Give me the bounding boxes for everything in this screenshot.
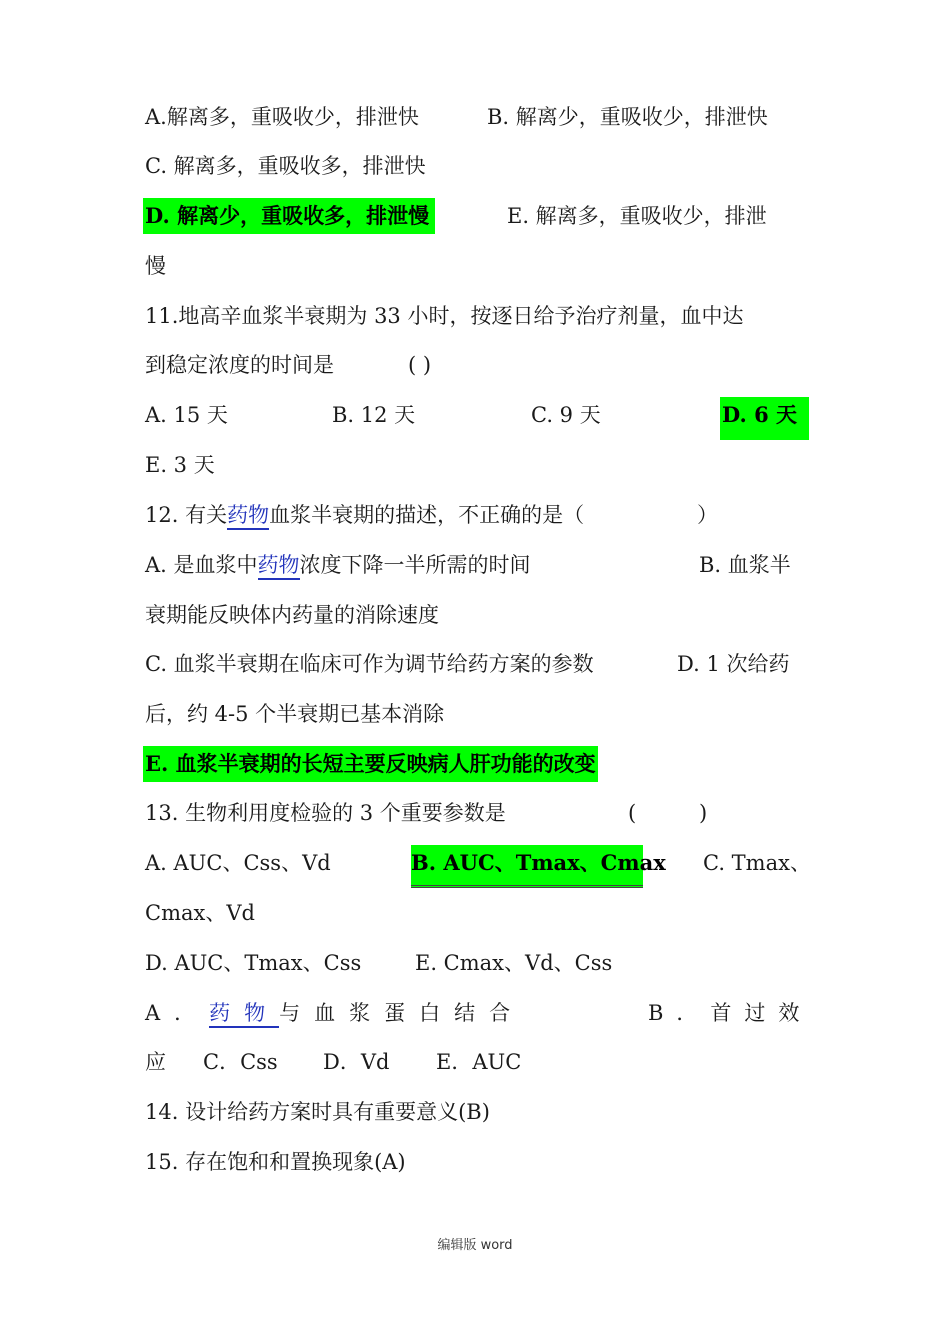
q12-option-b-cont: 衰期能反映体内药量的消除速度 [145, 603, 439, 627]
q15-stem: 15. 存在饱和和置换现象(A) [145, 1150, 406, 1174]
q12-options-line5 [145, 746, 807, 782]
group-option-e: E．AUC [436, 1050, 522, 1074]
q10-option-c: C. 解离多，重吸收多，排泄快 [145, 154, 426, 178]
q12-drug-link[interactable]: 药物 [227, 503, 269, 530]
q12-drug-link-2[interactable]: 药物 [258, 553, 300, 580]
q10-option-d-answer: D. 解离少，重吸收多，排泄慢 [143, 198, 435, 234]
q12-option-d: D. 1 次给药 [677, 652, 790, 676]
q11-options-line1 [145, 397, 807, 433]
q11-option-c: C. 9 天 [531, 403, 601, 427]
q10-options-line4 [145, 248, 807, 284]
q10-options-line1 [145, 99, 807, 135]
q10-option-a: A.解离多，重吸收少，排泄快 [145, 105, 419, 129]
q12-option-e-answer: E. 血浆半衰期的长短主要反映病人肝功能的改变 [143, 746, 598, 782]
q13-option-d: D. AUC、Tmax、Css [145, 951, 362, 975]
q13-options-line2 [145, 895, 807, 931]
q10-option-e-cont: 慢 [145, 254, 166, 278]
q10-options-line3 [145, 198, 807, 234]
q13-option-e: E. Cmax、Vd、Css [415, 951, 613, 975]
q13-paren-left: ( [628, 801, 637, 825]
q11-option-b: B. 12 天 [332, 403, 416, 427]
group-option-c: C．Css [203, 1050, 278, 1074]
q14-line [145, 1094, 807, 1130]
group-option-b: B．首过效 [648, 1001, 813, 1025]
q13-options-line1 [145, 845, 811, 881]
page-footer: 编辑版 word [437, 1238, 513, 1253]
q11-stem-line1 [145, 298, 807, 334]
group-option-b-cont: 应 [145, 1050, 166, 1074]
q14-stem: 14. 设计给药方案时具有重要意义(B) [145, 1100, 490, 1124]
q11-options-line2 [145, 447, 807, 483]
q13-paren-right: ) [699, 801, 708, 825]
group-drug-link[interactable]: 药物 [209, 1001, 279, 1028]
q13-option-c-cont: Cmax、Vd [145, 901, 255, 925]
q13-option-b-answer: B. AUC、Tmax、Cmax [411, 845, 643, 888]
q13-option-c: C. Tmax、 [703, 851, 811, 875]
q12-stem: 12. 有关药物血浆半衰期的描述，不正确的是（ [145, 497, 584, 533]
q12-options-line2 [145, 597, 807, 633]
q13-option-a: A. AUC、Css、Vd [145, 851, 331, 875]
q12-option-a: A. 是血浆中药物浓度下降一半所需的时间 [145, 547, 531, 583]
q11-stem-cont: 到稳定浓度的时间是 [145, 353, 334, 377]
q10-option-b: B. 解离少，重吸收少，排泄快 [487, 105, 768, 129]
q11-option-a: A. 15 天 [145, 403, 228, 427]
q13-stem-line [145, 795, 807, 831]
q15-line [145, 1144, 807, 1180]
q11-option-d-answer: D. 6 天 [720, 397, 809, 440]
group-option-a: A．药物与血浆蛋白结合 [145, 995, 524, 1031]
q12-options-line1 [145, 547, 807, 583]
q12-option-b: B. 血浆半 [699, 553, 791, 577]
q13-options-line3 [145, 945, 807, 981]
q11-option-e: E. 3 天 [145, 453, 215, 477]
group-options-line1 [145, 995, 813, 1031]
q11-answer-paren: ( ) [408, 353, 432, 377]
q11-stem-line2 [145, 347, 807, 383]
q11-stem: 11.地高辛血浆半衰期为 33 小时，按逐日给予治疗剂量，血中达 [145, 304, 744, 328]
q13-stem: 13. 生物利用度检验的 3 个重要参数是 [145, 801, 506, 825]
group-option-d: D．Vd [323, 1050, 390, 1074]
q10-option-e: E. 解离多，重吸收少，排泄 [507, 204, 767, 228]
q12-stem-paren: ） [697, 503, 718, 527]
q12-option-d-cont: 后，约 4-5 个半衰期已基本消除 [145, 702, 445, 726]
q12-options-line3 [145, 646, 807, 682]
q12-option-c: C. 血浆半衰期在临床可作为调节给药方案的参数 [145, 652, 594, 676]
q10-options-line2 [145, 148, 807, 184]
group-options-line2 [145, 1044, 807, 1080]
q12-stem-line [145, 497, 807, 533]
q12-options-line4 [145, 696, 807, 732]
